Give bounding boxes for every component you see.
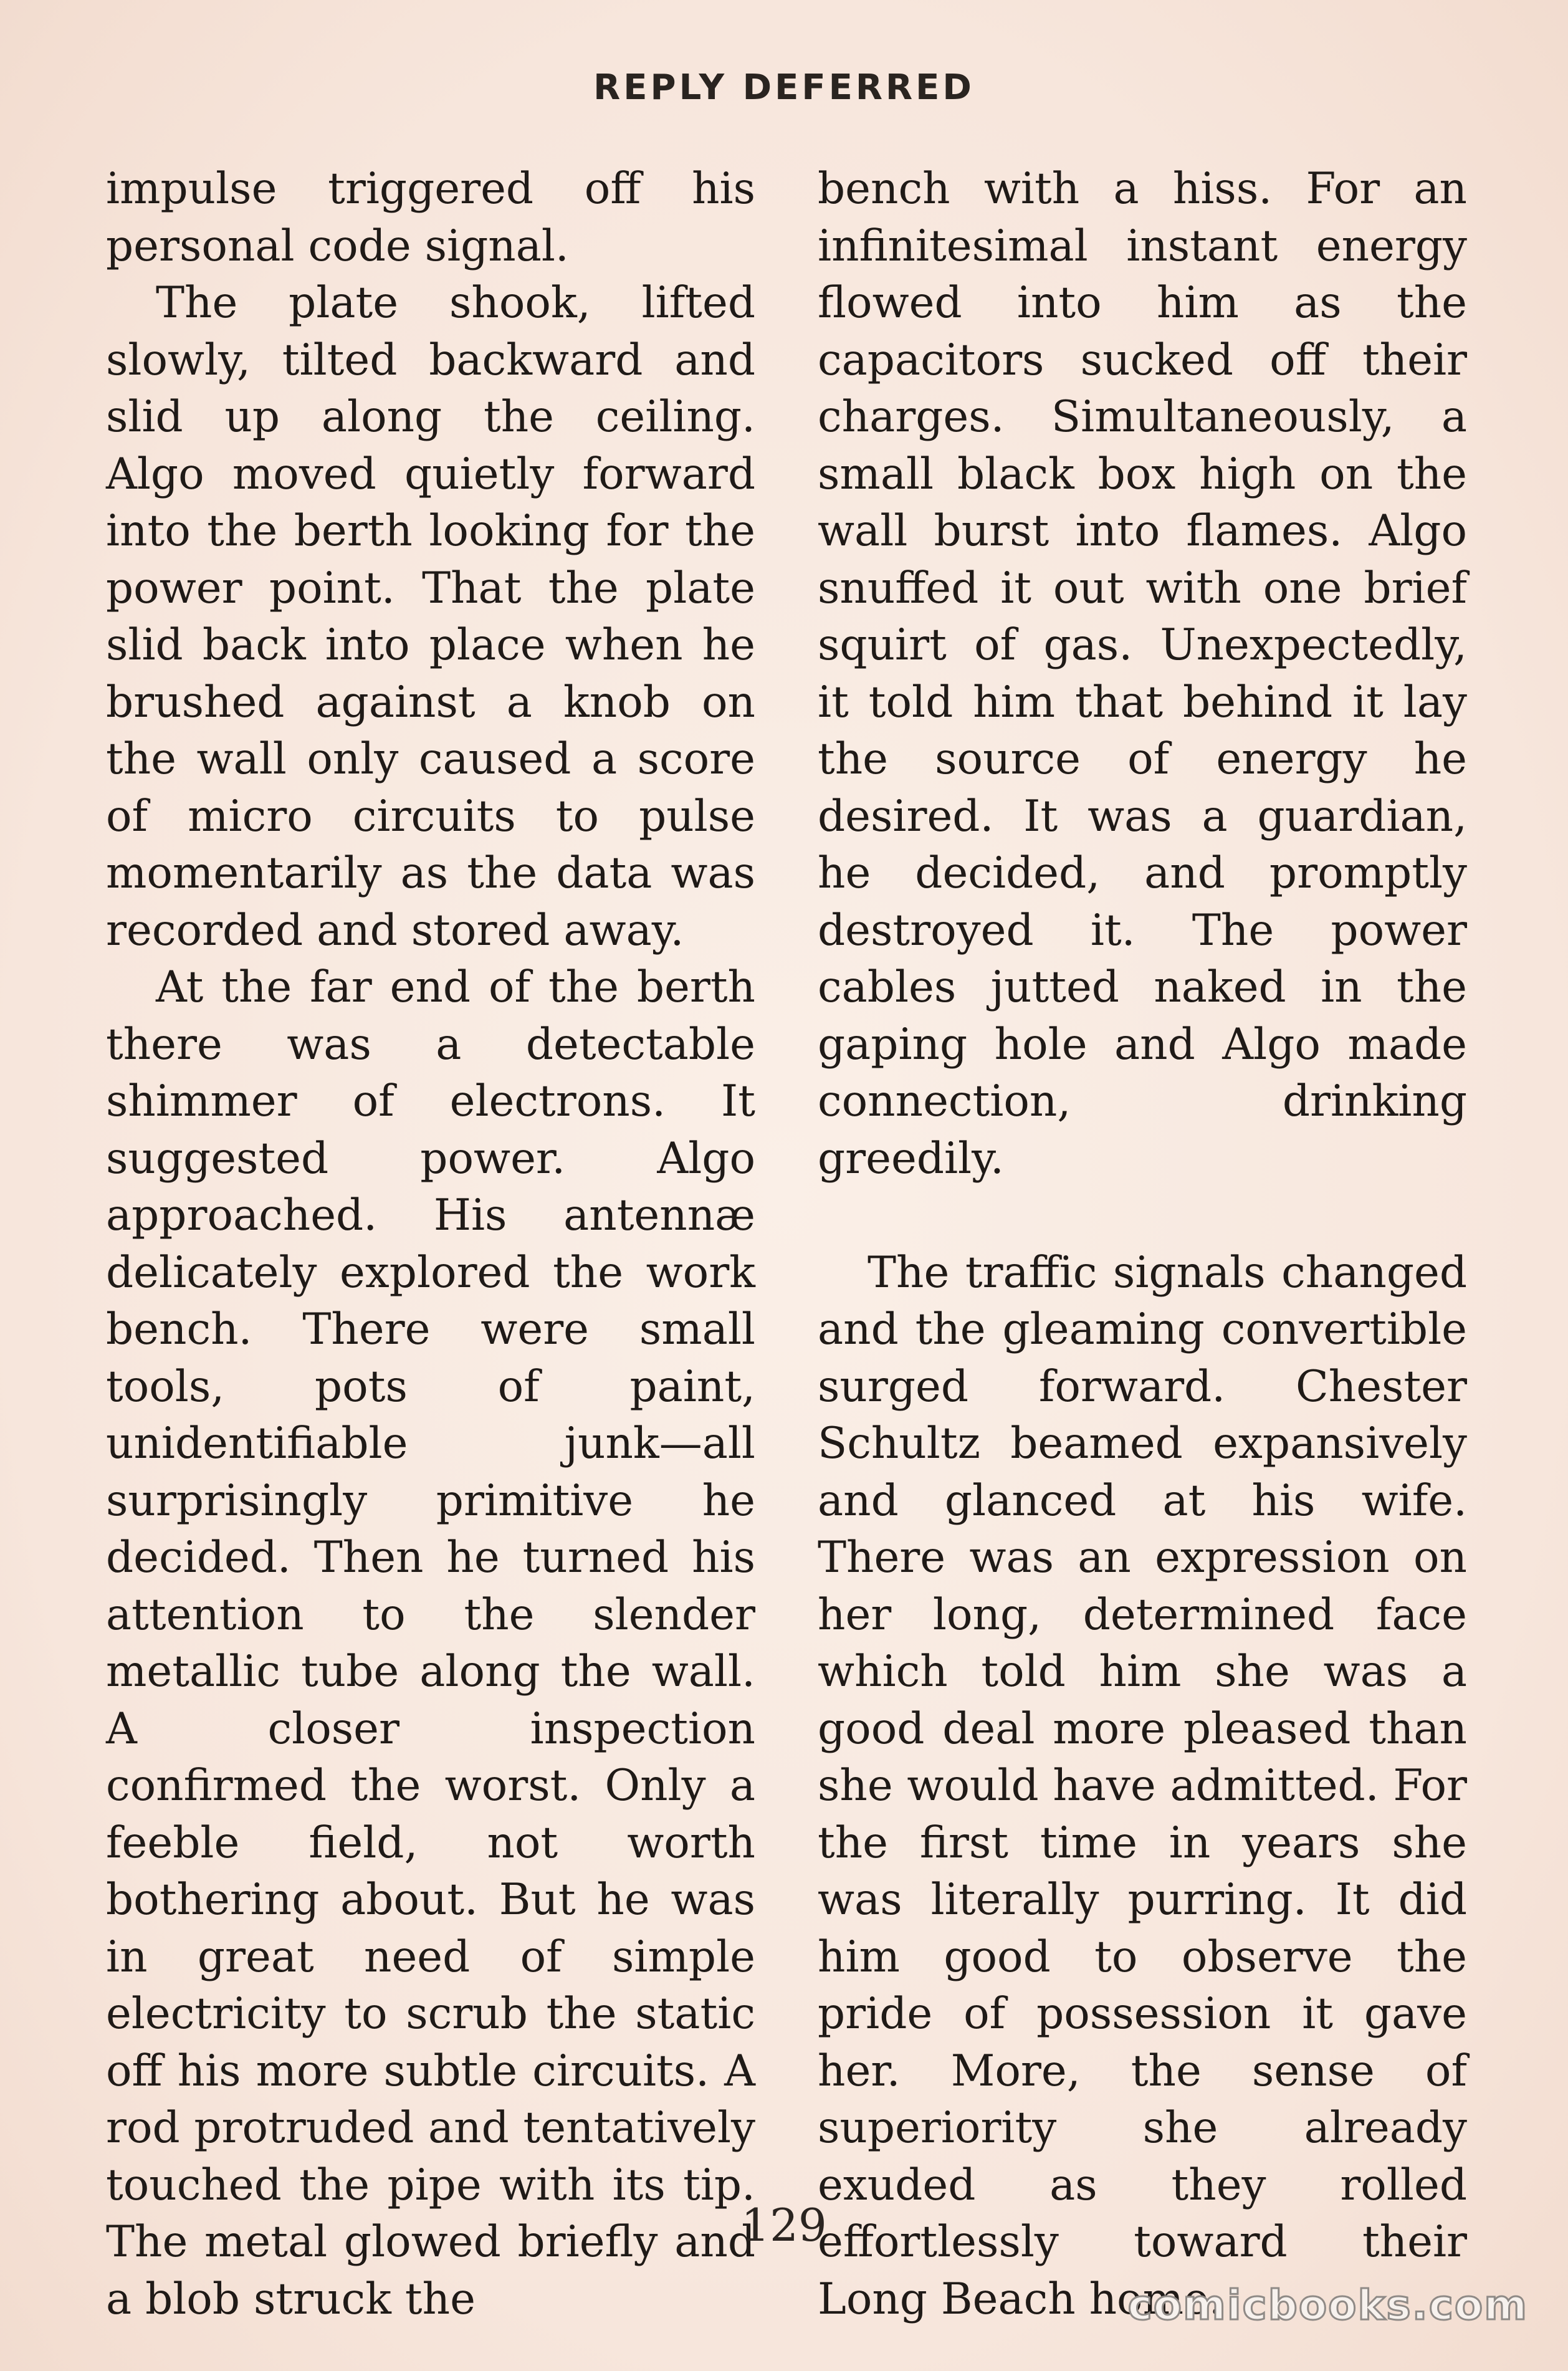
paragraph: The traffic signals changed and the gleaming convertible surged forward. Chester Schultz beamed expansively and glanced at his wife. There was an expression on her long, determined face which told him she was a good deal more pleased than she would have admitted. For the first time in years she was literally purring. It did him good to observe the pride of possession it gave her. More, the sense of superiority she already exuded as they rolled effortlessly toward their Long Beach home. (818, 1247, 1467, 2324)
watermark: comicbooks.com (1127, 2281, 1528, 2329)
paragraph: The plate shook, lifted slowly, tilted backward and slid up along the ceiling. Algo moved quietly forward into the berth looking for the power point. That the plate slid back into place when he brushed against a knob on the wall only caused a score of micro circuits to pulse momentarily as the data was recorded and stored away. (106, 278, 755, 956)
left-column (106, 161, 755, 2328)
paragraph-continued: bench with a hiss. For an infinitesimal instant energy flowed into him as the capacitors sucked off their charges. Simultaneously, a small black box high on the wall burst into flames. Algo snuffed it out with one brief squirt of gas. Unexpectedly, it told him that behind it lay the source of energy he desired. It was a guardian, he decided, and promptly destroyed it. The power cables jutted naked in the gaping hole and Algo made connection, drinking greedily. (818, 164, 1467, 1184)
running-title: REPLY DEFERRED (593, 67, 975, 108)
right-column (818, 161, 1467, 2328)
section-break (818, 1187, 1467, 1245)
paragraph-continued: impulse triggered off his personal code signal. (106, 164, 755, 271)
paragraph: At the far end of the berth there was a detectable shimmer of electrons. It suggested power. Algo approached. His antennæ delicately explored the work bench. There were small tools, pots of paint, unidentifiable junk—all surprisingly primitive he decided. Then he turned his attention to the slender metallic tube along the wall. A closer inspection confirmed the worst. Only a feeble field, not worth bothering about. But he was in great need of simple electricity to scrub the static off his more subtle circuits. A rod protruded and tentatively touched the pipe with its tip. The metal glowed briefly and a blob struck the (106, 962, 755, 2324)
page-number: 129 (741, 2199, 827, 2251)
